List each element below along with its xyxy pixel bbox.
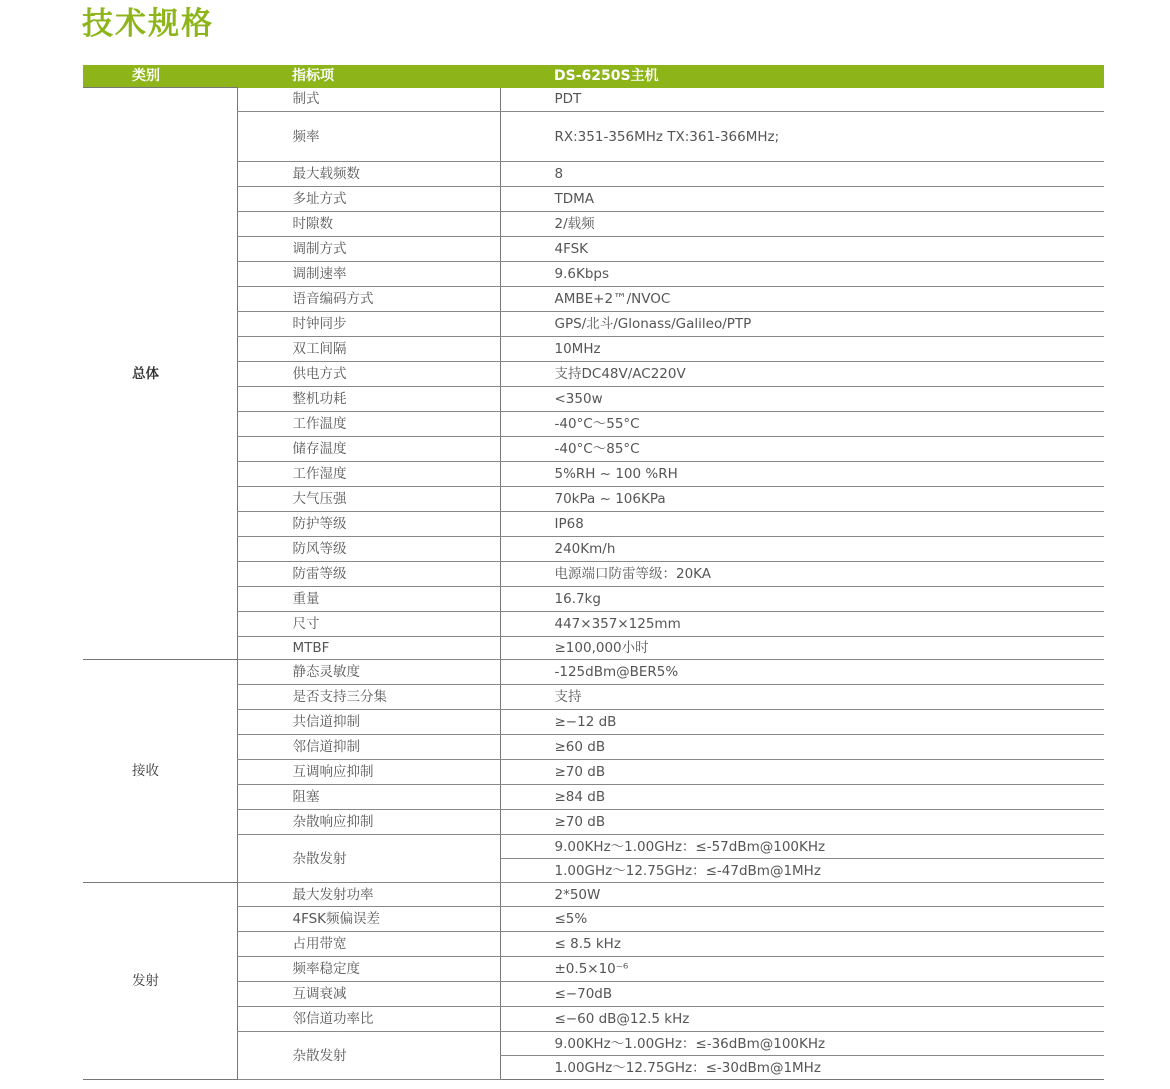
- item-cell: 工作温度: [237, 412, 500, 437]
- table-row: [83, 710, 1104, 735]
- value-cell: 4FSK: [500, 237, 1104, 262]
- item-cell: 静态灵敏度: [237, 660, 500, 685]
- value-cell: ≥70 dB: [500, 760, 1104, 785]
- item-cell: 最大载频数: [237, 162, 500, 187]
- value-cell: -125dBm@BER5%: [500, 660, 1104, 685]
- value-cell: 10MHz: [500, 337, 1104, 362]
- item-cell: 防雷等级: [237, 562, 500, 587]
- page-title: 技术规格: [82, 6, 214, 42]
- value-cell: ±0.5×10⁻⁶: [500, 957, 1104, 982]
- item-cell: 杂散发射: [237, 835, 500, 883]
- table-row: [83, 883, 1104, 907]
- value-cell: 240Km/h: [500, 537, 1104, 562]
- item-cell: 供电方式: [237, 362, 500, 387]
- item-cell: 大气压强: [237, 487, 500, 512]
- table-row: [83, 907, 1104, 932]
- value-cell: 9.00KHz～1.00GHz：≤-36dBm@100KHz: [500, 1032, 1104, 1056]
- value-cell: ≤−60 dB@12.5 kHz: [500, 1007, 1104, 1032]
- category-cell: 发射: [83, 883, 237, 1080]
- value-cell: ≤ 8.5 kHz: [500, 932, 1104, 957]
- table-row: [83, 537, 1104, 562]
- item-cell: 杂散发射: [237, 1032, 500, 1080]
- table-row: [83, 735, 1104, 760]
- table-row: [83, 487, 1104, 512]
- value-cell: PDT: [500, 88, 1104, 112]
- table-row: [83, 112, 1104, 162]
- item-cell: 重量: [237, 587, 500, 612]
- header-category: 类别: [83, 65, 237, 88]
- item-cell: 时隙数: [237, 212, 500, 237]
- item-cell: 双工间隔: [237, 337, 500, 362]
- table-row: [83, 437, 1104, 462]
- item-cell: 阻塞: [237, 785, 500, 810]
- table-row: [83, 312, 1104, 337]
- table-row: [83, 810, 1104, 835]
- table-row: [83, 462, 1104, 487]
- table-row: [83, 612, 1104, 637]
- value-cell: 5%RH ~ 100 %RH: [500, 462, 1104, 487]
- table-row: [83, 685, 1104, 710]
- table-row: [83, 1032, 1104, 1056]
- table-row: [83, 835, 1104, 859]
- value-cell: 1.00GHz～12.75GHz：≤-47dBm@1MHz: [500, 859, 1104, 883]
- table-row: [83, 287, 1104, 312]
- item-cell: 多址方式: [237, 187, 500, 212]
- table-row: [83, 562, 1104, 587]
- header-item: 指标项: [237, 65, 500, 88]
- value-cell: ≤5%: [500, 907, 1104, 932]
- table-row: [83, 932, 1104, 957]
- value-cell: 8: [500, 162, 1104, 187]
- table-row: [83, 262, 1104, 287]
- value-cell: ≥−12 dB: [500, 710, 1104, 735]
- table-row: [83, 187, 1104, 212]
- table-row: [83, 337, 1104, 362]
- table-row: [83, 1007, 1104, 1032]
- table-row: [83, 760, 1104, 785]
- spec-table-body: [83, 88, 1104, 1080]
- item-cell: 杂散响应抑制: [237, 810, 500, 835]
- item-cell: 是否支持三分集: [237, 685, 500, 710]
- table-row: [83, 212, 1104, 237]
- item-cell: 防护等级: [237, 512, 500, 537]
- table-row: [83, 587, 1104, 612]
- item-cell: 占用带宽: [237, 932, 500, 957]
- table-row: [83, 982, 1104, 1007]
- value-cell: 1.00GHz～12.75GHz：≤-30dBm@1MHz: [500, 1056, 1104, 1080]
- category-cell: 接收: [83, 660, 237, 883]
- table-row: [83, 412, 1104, 437]
- item-cell: 制式: [237, 88, 500, 112]
- item-cell: 邻信道功率比: [237, 1007, 500, 1032]
- item-cell: 整机功耗: [237, 387, 500, 412]
- table-row: [83, 660, 1104, 685]
- item-cell: 调制方式: [237, 237, 500, 262]
- item-cell: MTBF: [237, 637, 500, 660]
- value-cell: IP68: [500, 512, 1104, 537]
- spec-table: [83, 65, 1104, 1080]
- header-value: DS-6250S主机: [500, 65, 1104, 88]
- item-cell: 尺寸: [237, 612, 500, 637]
- item-cell: 最大发射功率: [237, 883, 500, 907]
- item-cell: 邻信道抑制: [237, 735, 500, 760]
- value-cell: RX:351-356MHz TX:361-366MHz;: [500, 112, 1104, 162]
- value-cell: 支持DC48V/AC220V: [500, 362, 1104, 387]
- value-cell: ≥70 dB: [500, 810, 1104, 835]
- table-row: [83, 387, 1104, 412]
- table-row: [83, 957, 1104, 982]
- value-cell: 电源端口防雷等级：20KA: [500, 562, 1104, 587]
- value-cell: 2*50W: [500, 883, 1104, 907]
- value-cell: 支持: [500, 685, 1104, 710]
- value-cell: ≥100,000小时: [500, 637, 1104, 660]
- category-cell: 总体: [83, 88, 237, 660]
- value-cell: <350w: [500, 387, 1104, 412]
- value-cell: 2/载频: [500, 212, 1104, 237]
- table-row: [83, 785, 1104, 810]
- item-cell: 时钟同步: [237, 312, 500, 337]
- value-cell: ≥60 dB: [500, 735, 1104, 760]
- spec-table-header: [83, 65, 1104, 88]
- item-cell: 语音编码方式: [237, 287, 500, 312]
- table-row: [83, 637, 1104, 660]
- table-row: [83, 88, 1104, 112]
- table-row: [83, 362, 1104, 387]
- item-cell: 工作湿度: [237, 462, 500, 487]
- item-cell: 4FSK频偏误差: [237, 907, 500, 932]
- item-cell: 频率: [237, 112, 500, 162]
- item-cell: 互调衰减: [237, 982, 500, 1007]
- item-cell: 防风等级: [237, 537, 500, 562]
- value-cell: TDMA: [500, 187, 1104, 212]
- table-row: [83, 512, 1104, 537]
- item-cell: 互调响应抑制: [237, 760, 500, 785]
- value-cell: ≤−70dB: [500, 982, 1104, 1007]
- value-cell: -40°C～85°C: [500, 437, 1104, 462]
- table-row: [83, 162, 1104, 187]
- value-cell: 447×357×125mm: [500, 612, 1104, 637]
- value-cell: -40°C～55°C: [500, 412, 1104, 437]
- value-cell: 9.6Kbps: [500, 262, 1104, 287]
- value-cell: ≥84 dB: [500, 785, 1104, 810]
- item-cell: 储存温度: [237, 437, 500, 462]
- item-cell: 频率稳定度: [237, 957, 500, 982]
- table-row: [83, 237, 1104, 262]
- value-cell: GPS/北斗/Glonass/Galileo/PTP: [500, 312, 1104, 337]
- value-cell: 9.00KHz～1.00GHz：≤-57dBm@100KHz: [500, 835, 1104, 859]
- value-cell: AMBE+2™/NVOC: [500, 287, 1104, 312]
- item-cell: 共信道抑制: [237, 710, 500, 735]
- value-cell: 70kPa ~ 106KPa: [500, 487, 1104, 512]
- value-cell: 16.7kg: [500, 587, 1104, 612]
- item-cell: 调制速率: [237, 262, 500, 287]
